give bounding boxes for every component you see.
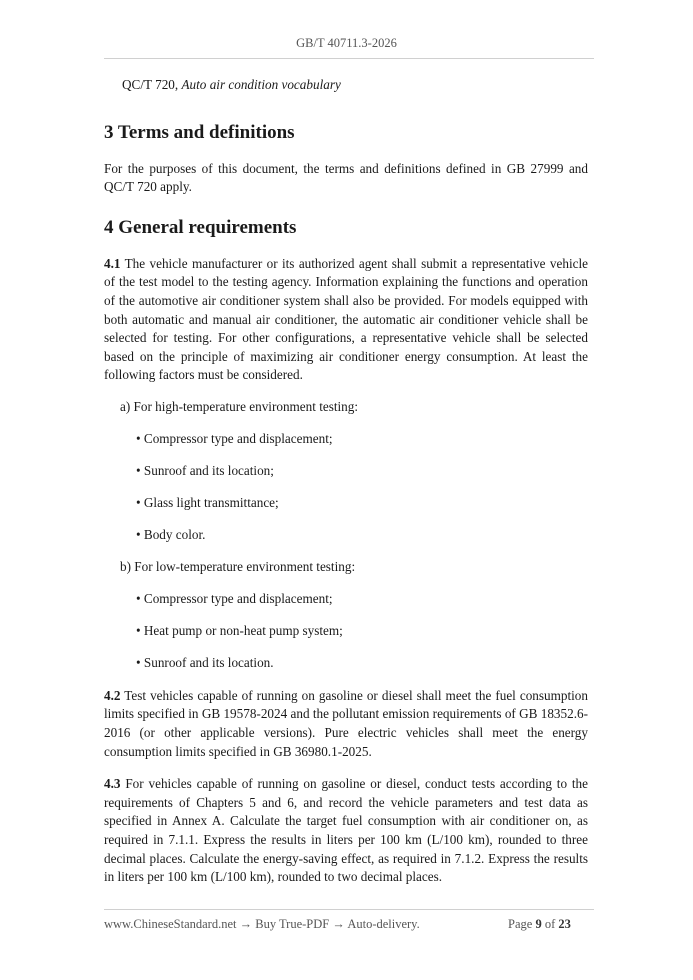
section-3-heading: 3 Terms and definitions [104,121,295,143]
list-item: • Body color. [136,527,206,543]
clause-text: The vehicle manufacturer or its authorized agent shall submit a representative vehicle of the test model to the testing agency. Information explaining the functions and operation of the automotive air conditioner system shall also be provided. For models equipped with both automatic and manual air conditioner, the automatic air conditioner vehicle shall be selected for testing. For other configurations, a representative vehicle shall be selected based on the principle of maximizing air conditioner energy consumption. At least the following factors must be considered. [104,255,588,383]
clause-4-3 [104,775,588,887]
clause-number: 4.3 [104,776,121,792]
document-body [104,76,588,887]
normative-reference [104,76,588,95]
clause-number: 4.1 [104,255,121,271]
page-header [0,36,693,51]
list-item: • Compressor type and displacement; [136,591,333,606]
page-number: 9 [535,917,542,931]
list-a-label: a) For high-temperature environment testing: [120,398,359,414]
page-label: Page [508,917,533,931]
auto-delivery-text: Auto-delivery. [347,917,420,931]
section-3-text: For the purposes of this document, the terms and definitions defined in GB 27999 and QC/T 720 apply. [104,160,588,195]
reference-code: QC/T 720, [122,77,179,92]
list-b-label: b) For low-temperature environment testing: [120,558,356,574]
section-4-heading: 4 General requirements [104,216,297,238]
clause-number: 4.2 [104,687,121,703]
footer-links [104,917,420,932]
doc-id: GB/T 40711.3-2026 [296,36,397,50]
clause-text: Test vehicles capable of running on gasoline or diesel shall meet the fuel consumption limits specified in GB 19578-2024 and the pollutant emission requirements of GB 18352.6-2016 (or other applicable versions). Pure electric vehicles shall meet the energy consumption limits specified in GB 36980.1-2025. [104,687,588,759]
clause-4-1 [104,255,588,385]
reference-title: Auto air condition vocabulary [181,77,341,92]
list-item: • Heat pump or non-heat pump system; [136,623,343,639]
list-item: • Compressor type and displacement; [136,431,333,447]
list-item: • Sunroof and its location. [136,655,274,671]
arrow-right-icon: → [239,917,253,931]
site-link[interactable]: www.ChineseStandard.net [104,917,237,931]
clause-4-2 [104,687,588,761]
list-item: • Glass light transmittance; [136,495,279,511]
buy-pdf-link[interactable]: Buy True-PDF [255,917,330,931]
list-item: • Sunroof and its location; [136,463,274,479]
header-divider [104,58,594,59]
footer-divider [104,909,594,910]
total-pages: 23 [558,917,571,931]
page-indicator [508,917,571,932]
clause-text: For vehicles capable of running on gasoline or diesel, conduct tests according to the requirements of Chapters 5 and 6, and record the vehicle parameters and test data as specified in Annex A. Calculate the target fuel consumption with air conditioner on, as required in 7.1.1. Express the results in liters per 100 km (L/100 km), rounded to three decimal places. Calculate the energy-saving effect, as required in 7.1.2. Express the results in liters per 100 km (L/100 km), rounded to two decimal places. [104,776,588,885]
of-label: of [544,917,556,931]
arrow-right-icon: → [332,917,345,931]
